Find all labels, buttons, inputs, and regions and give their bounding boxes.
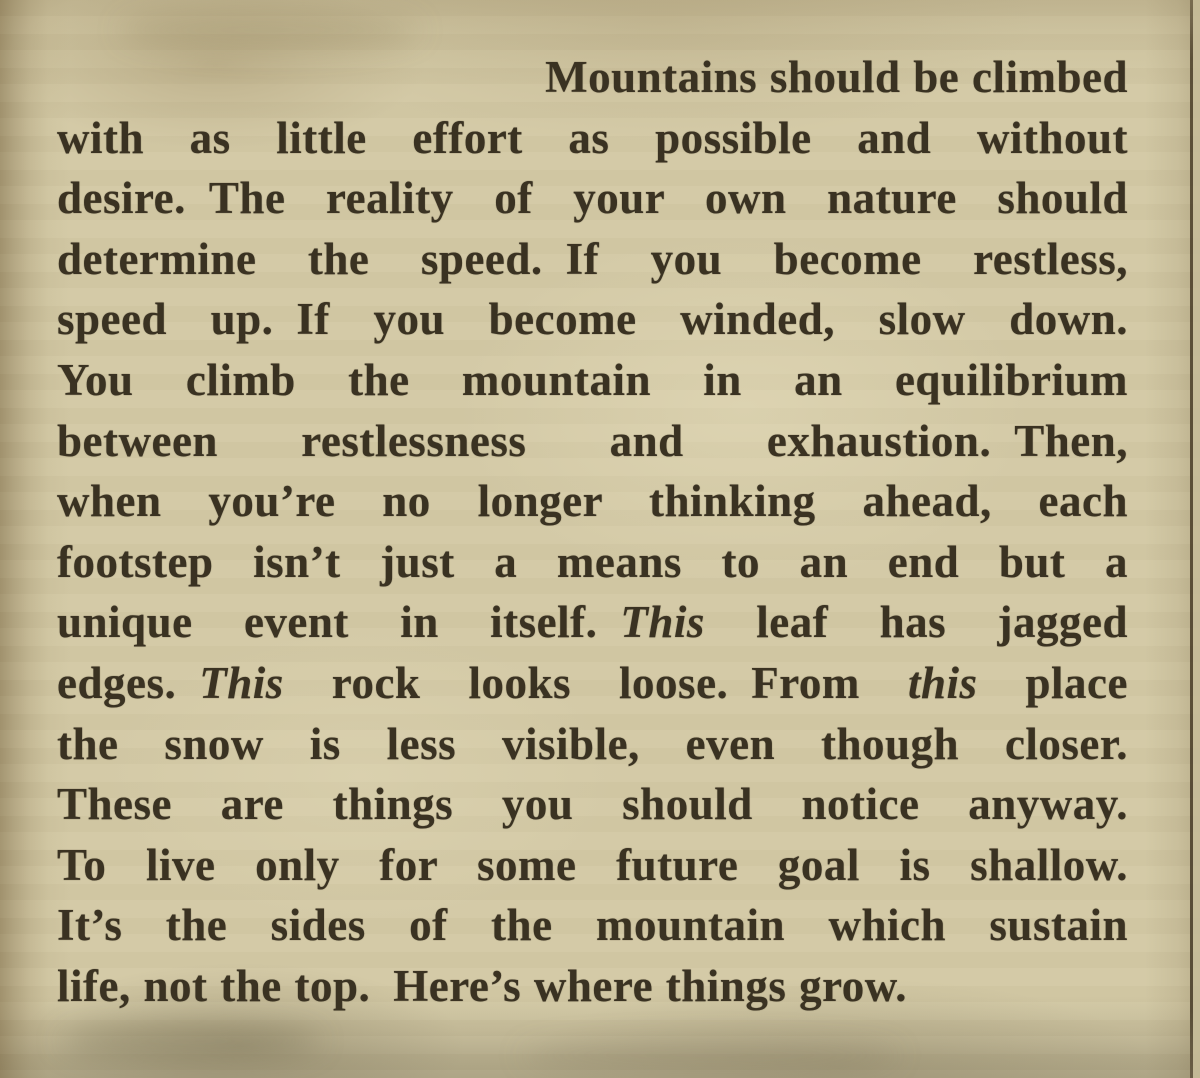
emphasized-text: this: [907, 657, 978, 708]
text-segment: speed up. If you become winded, slow down.: [57, 294, 1128, 345]
text-line: [57, 289, 1128, 350]
text-segment: footstep isn’t just a means to an end but a: [57, 536, 1128, 587]
text-line: [57, 835, 1128, 896]
text-block: [57, 47, 1128, 1017]
text-line: [57, 471, 1128, 532]
text-segment: These are things you should notice anyway.: [57, 779, 1128, 830]
text-segment: It’s the sides of the mountain which sustain: [57, 900, 1128, 951]
text-segment: determine the speed. If you become restless,: [57, 233, 1128, 284]
text-line: [57, 411, 1128, 472]
emphasized-text: This: [199, 657, 284, 708]
text-line: [57, 108, 1128, 169]
text-segment: between restlessness and exhaustion. Then,: [57, 415, 1128, 466]
page-edge-margin: [1193, 0, 1200, 1078]
text-line: [57, 956, 1128, 1017]
text-segment: You climb the mountain in an equilibrium: [57, 354, 1128, 405]
paper-texture-blob: [520, 1040, 900, 1070]
text-line: [57, 168, 1128, 229]
paper-texture-blob: [120, 10, 420, 50]
text-line: [57, 653, 1128, 714]
text-line: [57, 47, 1128, 108]
text-segment: with as little effort as possible and without: [57, 112, 1128, 163]
text-segment: unique event in itself.: [57, 597, 621, 648]
text-segment: rock looks loose. From: [283, 657, 908, 708]
text-segment: edges.: [57, 657, 200, 708]
text-line: [57, 774, 1128, 835]
text-line: [57, 229, 1128, 290]
text-line: [57, 350, 1128, 411]
text-segment: when you’re no longer thinking ahead, each: [57, 476, 1128, 527]
text-segment: place: [977, 657, 1128, 708]
emphasized-text: This: [620, 597, 705, 648]
text-segment: Mountains should be climbed: [545, 52, 1128, 102]
text-line: [57, 532, 1128, 593]
text-segment: desire. The reality of your own nature should: [57, 173, 1128, 224]
text-line: [57, 895, 1128, 956]
text-segment: To live only for some future goal is shallow.: [57, 839, 1128, 890]
text-line: [57, 714, 1128, 775]
text-segment: life, not the top. Here’s where things grow.: [57, 960, 908, 1011]
text-line: [57, 592, 1128, 653]
text-segment: leaf has jagged: [704, 597, 1128, 648]
paper-texture-blob: [60, 1024, 320, 1058]
text-segment: the snow is less visible, even though closer.: [57, 718, 1128, 769]
